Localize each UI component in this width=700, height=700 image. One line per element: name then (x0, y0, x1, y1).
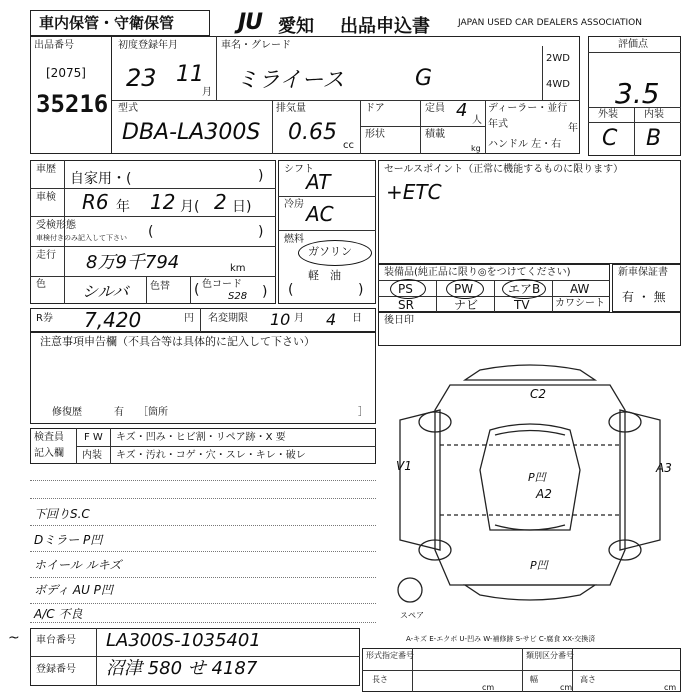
color-code-label: 色コード (202, 279, 242, 290)
color-change-label: 色替 (150, 281, 170, 292)
history-value: 自家用・( (70, 171, 132, 187)
equipment-label: 装備品(純正品に限り◎をつけてください) (384, 267, 571, 278)
fuel-gas: ガソリン (308, 245, 352, 258)
history-close: ) (258, 168, 264, 184)
repair-value: 有 (114, 407, 124, 418)
color-change-paren: ( (194, 282, 200, 298)
inspector-interior-items: キズ・汚れ・コゲ・穴・スレ・キレ・破レ (116, 450, 306, 461)
shift-value: AT (306, 170, 331, 194)
cert-class-label: 類別区分番号 (526, 651, 574, 660)
inspection-day-unit: 日) (232, 199, 252, 215)
equip-tv: TV (514, 298, 530, 312)
recycle-unit: 円 (184, 313, 194, 324)
cert-height-cm: cm (664, 683, 677, 692)
cert-form-label: 形式指定番号 (366, 651, 414, 660)
equip-ps: PS (398, 282, 413, 296)
lot-prefix: [2075] (46, 66, 86, 80)
sales-point-box (378, 160, 681, 264)
model-value: DBA-LA300S (122, 120, 261, 145)
car-name: ミライース (236, 68, 345, 93)
mark-a2: A2 (536, 487, 552, 501)
year-unit: 年 (568, 123, 578, 134)
capacity-unit: 人 (472, 115, 482, 126)
warranty-value: 有 ・ 無 (622, 290, 666, 304)
displacement-label: 排気量 (276, 103, 306, 114)
cert-width-label: 幅 (530, 675, 538, 684)
color-value: シルバ (82, 282, 129, 301)
mark-v1: V1 (396, 459, 412, 473)
inspector-interior-label: 内装 (82, 450, 102, 461)
rating-label: 評価点 (618, 39, 648, 50)
shape-label: 形状 (365, 129, 385, 140)
first-reg-label: 初度登録年月 (118, 40, 178, 51)
cert-length-label: 長さ (372, 675, 388, 684)
remark-1: 下回りS.C (34, 507, 90, 521)
capacity-value: 4 (456, 100, 468, 121)
color-label: 色 (36, 279, 46, 290)
chassis-number: LA300S-1035401 (106, 630, 261, 651)
color-code-value: S28 (228, 291, 248, 302)
lot-label: 出品番号 (34, 40, 74, 51)
equip-pw-circle (446, 279, 484, 299)
deadline-day: 4 (326, 310, 337, 329)
warranty-label: 新車保証書 (618, 267, 668, 278)
equip-ps-circle (390, 279, 426, 299)
recycle-row (30, 308, 376, 332)
car-name-label: 車名・グレード (221, 40, 291, 51)
org-english: JAPAN USED CAR DEALERS ASSOCIATION (458, 18, 642, 28)
rating-exterior-label: 外装 (598, 109, 618, 120)
ac-value: AC (306, 202, 334, 226)
repair-label: 修復歴 (52, 407, 82, 418)
damage-legend: A-キズ E-エクボ U-凹み W-補修跡 S-サビ C-腐食 XX-交換済 (406, 635, 596, 643)
cert-length-cm: cm (482, 683, 495, 692)
inspection-label: 車検 (36, 192, 56, 203)
doors-label: ドア (365, 103, 385, 114)
receipt-label: 受検形態 (36, 220, 76, 231)
color-code-close: ) (262, 284, 268, 300)
equip-seat: カワシート (555, 298, 605, 309)
receipt-open: ( (148, 224, 154, 240)
mileage-unit: km (230, 263, 246, 274)
remark-4: ボディ AU P凹 (34, 583, 113, 597)
receipt-note: 車検付きのみ記入して下さい (36, 234, 127, 242)
dealer-label: ディーラー・並行 (488, 103, 568, 114)
ju-logo: JU (238, 10, 263, 35)
inspection-day: 2 (214, 190, 227, 214)
capacity-label: 定員 (425, 103, 445, 114)
fuel-paren-r: ) (358, 282, 364, 298)
inspection-month: 12 (150, 190, 176, 214)
rating-interior: B (646, 126, 662, 151)
handle-label: ハンドル 左・右 (488, 139, 562, 150)
form-title: 出品申込書 (340, 16, 430, 37)
car-grade: G (415, 66, 433, 91)
inspector-label-1: 検査員 (34, 432, 64, 443)
repair-bracket: ［箇所 (138, 407, 168, 418)
aftermarket-label: 後日印 (384, 315, 414, 326)
year-type-label: 年式 (488, 119, 508, 130)
equip-pw: PW (454, 282, 474, 296)
deadline-month: 10 (270, 310, 291, 329)
load-label: 積載 (425, 129, 445, 140)
remark-5: A/C 不良 (34, 607, 83, 621)
lot-number: 35216 (36, 90, 109, 118)
mileage-label: 走行 (36, 250, 56, 261)
first-reg-year: 23 (126, 64, 157, 92)
remark-2: Dミラー P凹 (34, 533, 103, 547)
inspection-era: R6 (82, 190, 109, 214)
deadline-month-unit: 月 (294, 313, 304, 324)
equip-navi: ナビ (454, 298, 479, 312)
inspector-exterior-items: キズ・凹み・ヒビ割・リペア跡・X 要 (116, 432, 286, 443)
deadline-day-unit: 日 (352, 313, 362, 324)
displacement-value: 0.65 (288, 120, 337, 145)
inspection-month-unit: 月( (180, 199, 200, 215)
fuel-paren-l: ( (288, 282, 294, 298)
drive-2wd: 2WD (546, 53, 570, 64)
fuel-label: 燃料 (284, 234, 304, 245)
inspector-label-2: 記入欄 (34, 448, 64, 459)
cert-width-cm: cm (560, 683, 573, 692)
repair-close: ］ (358, 407, 368, 418)
aftermarket-box (378, 312, 681, 346)
chassis-label: 車台番号 (36, 635, 76, 646)
mark-c2: C2 (530, 387, 547, 401)
mark-a3: A3 (656, 461, 672, 475)
ac-label: 冷房 (284, 199, 304, 210)
recycle-amount: 7,420 (84, 308, 142, 332)
equip-aw: AW (570, 282, 590, 296)
inspection-year-unit: 年 (116, 199, 130, 215)
mark-p-dent-2: P凹 (530, 559, 548, 572)
rating-score: 3.5 (615, 77, 660, 110)
sales-point-value: +ETC (386, 180, 442, 204)
spare-label: スペア (400, 611, 424, 620)
notes-label: 注意事項申告欄（不具合等は具体的に記入して下さい） (40, 335, 315, 348)
equip-sr: SR (398, 298, 414, 312)
rating-exterior: C (602, 126, 618, 151)
mileage-value: 8万9千794 (86, 252, 180, 273)
rating-interior-label: 内装 (644, 109, 664, 120)
sales-point-label: セールスポイント（正常に機能するものに限ります） (384, 164, 624, 175)
inspector-fw: F W (84, 432, 103, 443)
shift-label: シフト (284, 164, 314, 175)
org-name: 愛知 (278, 16, 314, 37)
remark-3: ホイール ルキズ (34, 558, 122, 572)
recycle-label: R券 (36, 313, 53, 324)
deadline-label: 名変期限 (208, 313, 248, 324)
history-label: 車歴 (36, 164, 56, 175)
storage-label-box (30, 10, 210, 36)
drive-4wd: 4WD (546, 79, 570, 90)
fuel-diesel: 軽 油 (308, 269, 341, 282)
mark-p-dent-1: P凹 (528, 471, 546, 484)
equip-airbag-circle (502, 279, 546, 299)
model-label: 型式 (118, 103, 138, 114)
displacement-unit: cc (343, 140, 354, 151)
first-reg-month: 11 (176, 62, 204, 87)
pen-mark: ~ (8, 630, 20, 646)
first-reg-month-unit: 月 (202, 87, 212, 98)
cert-height-label: 高さ (580, 675, 596, 684)
plate-number: 沼津 580 せ 4187 (106, 658, 258, 679)
plate-label: 登録番号 (36, 664, 76, 675)
load-unit: kg (471, 144, 481, 153)
storage-label: 車内保管・守衛保管 (39, 14, 175, 32)
receipt-close: ) (258, 224, 264, 240)
equip-airbag: エアB (508, 282, 541, 296)
